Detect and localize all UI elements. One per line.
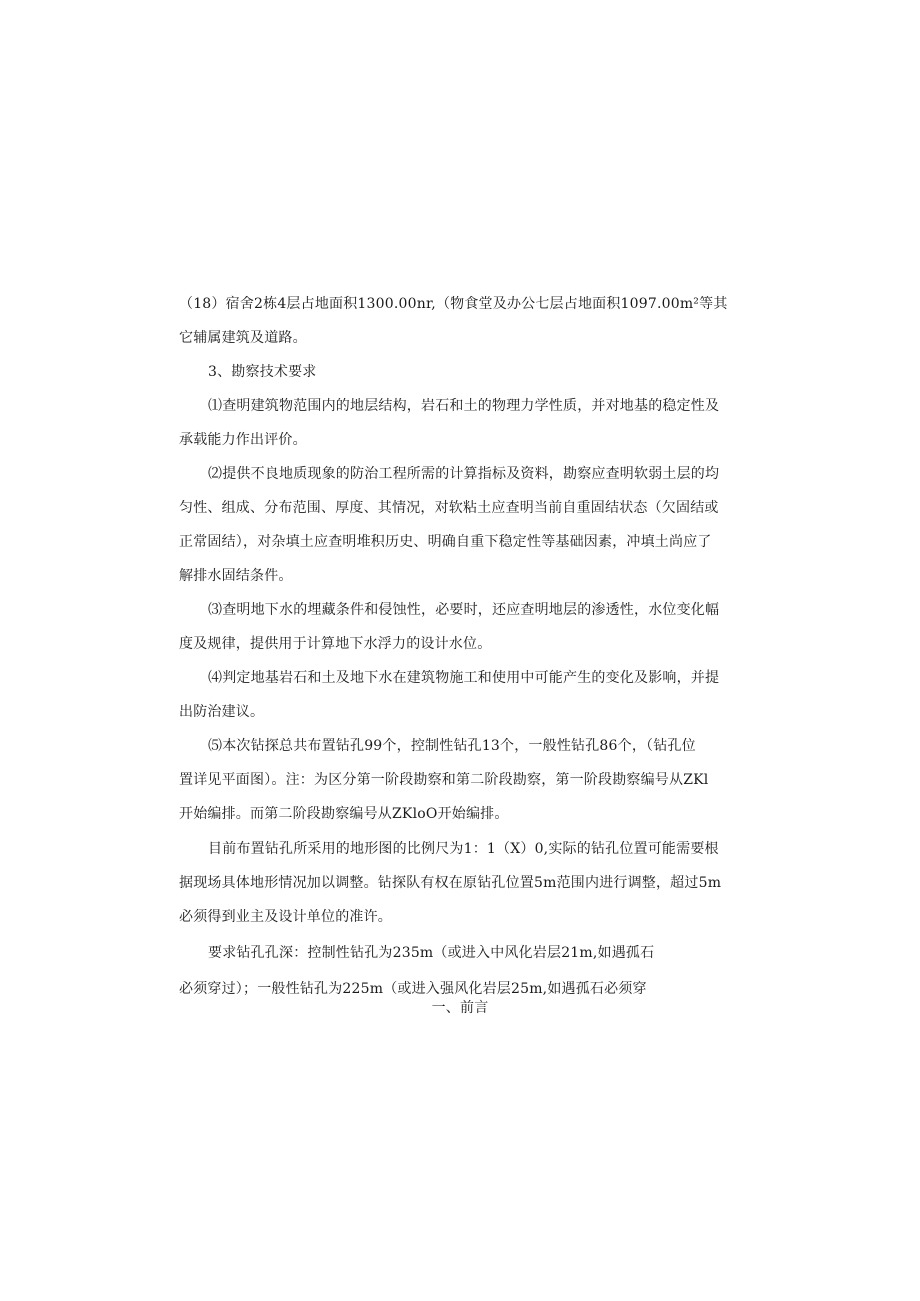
- requirement-3-line-2: 度及规律，提供用于计算地下水浮力的设计水位。: [179, 636, 492, 652]
- section-heading-survey-requirements: 3、勘察技术要求: [208, 364, 317, 380]
- requirement-4-line-2: 出防治建议。: [179, 704, 265, 720]
- borehole-depth-line-1: 要求钻孔孔深：控制性钻孔为235m（或进入中风化岩层21m,如遇孤石: [208, 945, 655, 961]
- borehole-map-line-1: 目前布置钻孔所采用的地形图的比例尺为1：1（X）0,实际的钻孔位置可能需要根: [208, 841, 719, 857]
- borehole-map-line-3: 必须得到业主及设计单位的准许。: [179, 909, 392, 925]
- borehole-map-line-2: 据现场具体地形情况加以调整。钻探队有权在原钻孔位置5m范围内进行调整，超过5m: [179, 875, 722, 891]
- requirement-2-line-3: 正常固结），对杂填土应查明堆积历史、明确自重下稳定性等基础因素，冲填土尚应了: [179, 534, 712, 550]
- requirement-5-line-3: 开始编排。而第二阶段勘察编号从ZKloO开始编排。: [179, 806, 509, 822]
- requirement-4-line-1: ⑷判定地基岩石和土及地下水在建筑物施工和使用中可能产生的变化及影响，并提: [208, 670, 720, 686]
- requirement-3-line-1: ⑶查明地下水的埋藏条件和侵蚀性，必要时，还应查明地层的渗透性，水位变化幅: [208, 602, 720, 618]
- section-title-preface: 一、前言: [431, 1000, 489, 1016]
- requirement-2-line-2: 匀性、组成、分布范围、厚度、其情况，对软粘土应查明当前自重固结状态（欠固结或: [179, 500, 719, 516]
- paragraph-18-line-1: （18）宿舍2栋4层占地面积1300.00nr,（物食堂及办公七层占地面积1097.00m²等其: [179, 296, 728, 312]
- paragraph-18-line-2: 它辅属建筑及道路。: [179, 330, 307, 346]
- requirement-5-line-2: 置详见平面图）。注：为区分第一阶段勘察和第二阶段勘察，第一阶段勘察编号从ZKl: [179, 772, 709, 788]
- requirement-2-line-4: 解排水固结条件。: [179, 568, 293, 584]
- requirement-2-line-1: ⑵提供不良地质现象的防治工程所需的计算指标及资料，勘察应查明软弱土层的均: [208, 466, 720, 482]
- requirement-1-line-2: 承载能力作出评价。: [179, 432, 307, 448]
- requirement-5-line-1: ⑸本次钻探总共布置钻孔99个，控制性钻孔13个，一般性钻孔86个，（钻孔位: [208, 738, 696, 754]
- requirement-1-line-1: ⑴查明建筑物范围内的地层结构，岩石和土的物理力学性质，并对地基的稳定性及: [208, 398, 720, 414]
- borehole-depth-line-2: 必须穿过）；一般性钻孔为225m（或进入强风化岩层25m,如遇孤石必须穿: [179, 981, 647, 997]
